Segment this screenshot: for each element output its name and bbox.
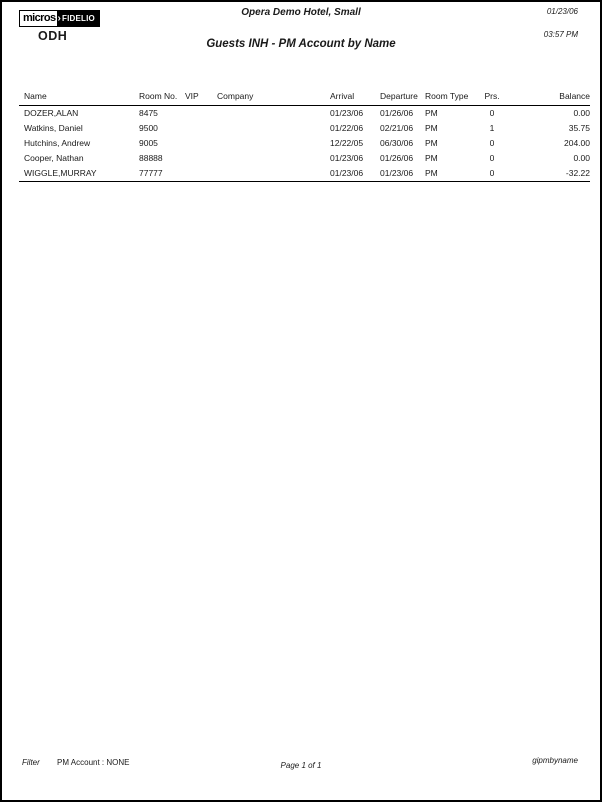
cell-vip	[185, 166, 217, 182]
cell-arrival: 01/23/06	[330, 108, 364, 118]
cell-arrival: 12/22/05	[330, 138, 364, 148]
cell-departure: 01/23/06	[380, 166, 425, 182]
col-header-departure: Departure	[380, 90, 425, 105]
cell-room-type: PM	[425, 138, 438, 148]
report-code: gipmbyname	[532, 756, 578, 765]
print-date: 01/23/06	[546, 7, 578, 16]
table-header	[19, 90, 590, 105]
cell-prs: 0	[477, 166, 507, 182]
col-header-room-type: Room Type	[425, 90, 477, 105]
cell-arrival: 01/23/06	[330, 166, 380, 182]
col-header-room-no: Room No.	[139, 90, 185, 105]
cell-company	[217, 105, 330, 121]
logo-fidelio-label: FIDELIO	[62, 14, 95, 23]
table-row	[19, 136, 590, 151]
cell-room-type: PM	[425, 153, 438, 163]
col-header-vip: VIP	[185, 90, 217, 105]
report-title: Guests INH - PM Account by Name	[206, 38, 396, 50]
cell-vip	[185, 105, 217, 121]
cell-departure: 02/21/06	[380, 123, 414, 133]
cell-name: DOZER,ALAN	[24, 108, 79, 118]
cell-room-no: 8475	[139, 108, 158, 118]
property-code: ODH	[38, 29, 68, 43]
cell-balance: 204.00	[564, 138, 590, 148]
cell-balance: 0.00	[573, 153, 590, 163]
cell-balance: -32.22	[507, 166, 590, 182]
cell-room-type: PM	[425, 108, 438, 118]
cell-room-no: 88888	[139, 153, 163, 163]
cell-departure: 01/26/06	[380, 108, 414, 118]
cell-room-no: 77777	[139, 166, 185, 182]
cell-room-type: PM	[425, 166, 477, 182]
cell-name: Cooper, Nathan	[24, 153, 84, 163]
cell-room-no: 9005	[139, 138, 158, 148]
cell-name: WIGGLE,MURRAY	[19, 166, 139, 182]
table-row	[19, 151, 590, 166]
table-body	[19, 105, 590, 181]
cell-vip	[185, 136, 217, 151]
cell-name: Hutchins, Andrew	[24, 138, 91, 148]
cell-prs: 0	[489, 153, 495, 163]
cell-name: Watkins, Daniel	[24, 123, 83, 133]
table-row	[19, 105, 590, 121]
cell-vip	[185, 151, 217, 166]
cell-arrival: 01/23/06	[330, 153, 364, 163]
cell-balance: 0.00	[573, 108, 590, 118]
table-row	[19, 166, 590, 182]
col-header-name: Name	[19, 90, 139, 105]
cell-balance: 35.75	[568, 123, 590, 133]
guests-table	[19, 90, 590, 182]
page-indicator: Page 1 of 1	[280, 761, 322, 770]
col-header-arrival: Arrival	[330, 90, 380, 105]
col-header-prs: Prs.	[477, 90, 507, 105]
cell-company	[217, 121, 330, 136]
header-row	[19, 90, 590, 105]
filter-label: Filter	[22, 758, 40, 767]
cell-room-type: PM	[425, 123, 438, 133]
table-row	[19, 121, 590, 136]
cell-prs: 0	[489, 138, 495, 148]
col-header-balance: Balance	[507, 90, 590, 105]
cell-company	[217, 151, 330, 166]
print-time: 03:57 PM	[543, 30, 578, 39]
cell-arrival: 01/22/06	[330, 123, 364, 133]
logo-arrow-icon: ›	[57, 12, 62, 24]
logo-micros-text: micros	[20, 11, 57, 26]
col-header-company: Company	[217, 90, 330, 105]
cell-departure: 06/30/06	[380, 138, 414, 148]
cell-prs: 0	[489, 108, 495, 118]
hotel-name: Opera Demo Hotel, Small	[241, 7, 361, 18]
cell-company	[217, 166, 330, 182]
cell-vip	[185, 121, 217, 136]
cell-prs: 1	[489, 123, 495, 133]
cell-company	[217, 136, 330, 151]
cell-departure: 01/26/06	[380, 153, 414, 163]
cell-room-no: 9500	[139, 123, 158, 133]
filter-value: PM Account : NONE	[57, 758, 130, 767]
